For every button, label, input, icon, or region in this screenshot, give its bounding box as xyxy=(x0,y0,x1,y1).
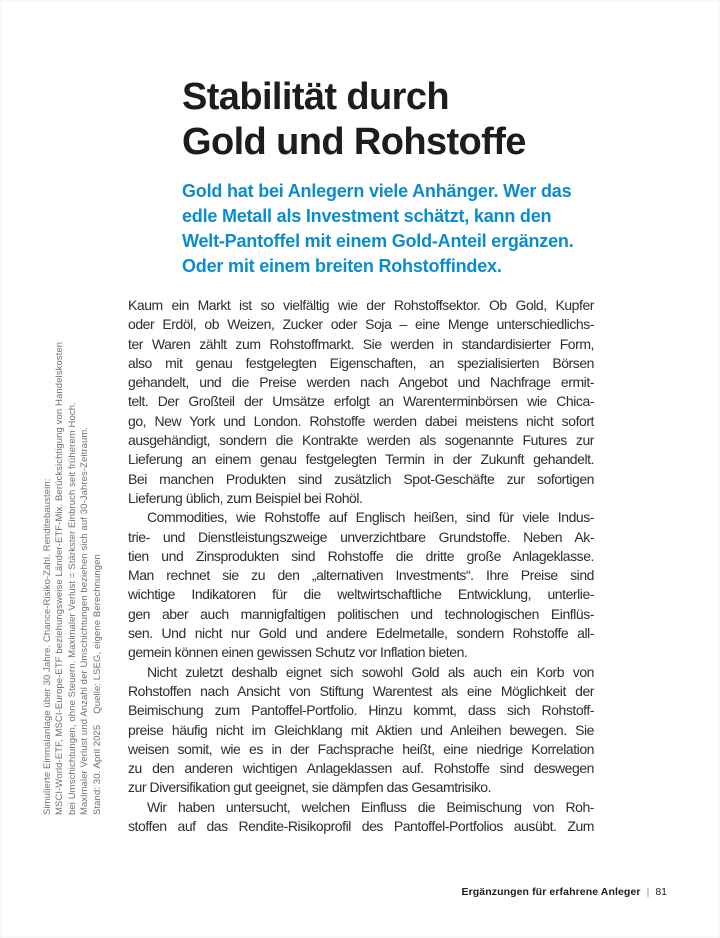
body-line: Rohstoffen nach Ansicht von Stiftung Warentest als eine Möglichkeit der xyxy=(128,682,594,699)
article-title-line: Gold und Rohstoffe xyxy=(182,121,526,163)
body-line: oder Erdöl, ob Weizen, Zucker oder Soja – eine Menge unterschiedlichs- xyxy=(128,316,594,333)
footnote-line: MSCI-World-ETF, MSCI-Europe-ETF beziehungsweise Länder-ETF-Mix. Berücksichtigung von Handelskosten xyxy=(54,341,66,815)
body-line: preise häufig nicht im Gleichklang mit Aktien und Anleihen bewegen. Sie xyxy=(128,721,594,738)
body-line: stoffen auf das Rendite-Risikoprofil des Pantoffel-Portfolios ausübt. Zum xyxy=(128,818,594,835)
body-line: Lieferung an einem genau festgelegten Termin in der Zukunft gehandelt. xyxy=(128,451,594,468)
body-line: also mit genau festgelegten Eigenschaften, an spezialisierten Börsen xyxy=(128,354,594,371)
page-footer xyxy=(461,886,667,898)
body-line: wichtige Indikatoren für die weltwirtschaftliche Entwicklung, unterlie- xyxy=(128,586,594,603)
body-line: Nicht zuletzt deshalb eignet sich sowohl Gold als auch ein Korb von xyxy=(147,663,594,680)
footnote-line: Stand: 30. April 2025 Quelle: LSEG, eigene Berechnungen xyxy=(91,554,103,815)
body-line: gehandelt, und die Preise werden nach Angebot und Nachfrage ermit- xyxy=(128,374,594,391)
body-line: tien und Zinsprodukten sind Rohstoffe die dritte große Anlageklasse. xyxy=(128,547,594,564)
footnote-line: Maximaler Verlust und Anzahl der Umschichtungen beziehen sich auf 30-Jahres-Zeitraum. xyxy=(79,426,91,815)
body-line: Commodities, wie Rohstoffe auf Englisch heißen, sind für viele Indus- xyxy=(147,509,594,526)
body-line: gemein können einen gewissen Schutz vor Inflation bieten. xyxy=(128,644,468,661)
body-line: zu den anderen wichtigen Anlageklassen auf. Rohstoffe sind deswegen xyxy=(128,760,594,777)
article-body xyxy=(128,296,594,836)
body-line: trie- und Dienstleistungszweige unverzichtbare Grundstoffe. Neben Ak- xyxy=(128,528,594,545)
article-lead-line: edle Metall als Investment schätzt, kann den xyxy=(182,206,552,226)
page-number: 81 xyxy=(655,886,667,898)
body-line: sen. Und nicht nur Gold und andere Edelmetalle, sondern Rohstoffe all- xyxy=(128,625,594,642)
body-line: Man rechnet sie zu den „alternativen Investments“. Ihre Preise sind xyxy=(128,567,594,584)
article-lead-line: Welt-Pantoffel mit einem Gold-Anteil ergänzen. xyxy=(182,231,574,251)
body-line: Kaum ein Markt ist so vielfältig wie der Rohstoffsektor. Ob Gold, Kupfer xyxy=(128,297,594,313)
footer-section-label: Ergänzungen für erfahrene Anleger xyxy=(461,886,641,898)
body-line: telt. Der Großteil der Umsätze erfolgt an Warenterminbörsen wie Chica- xyxy=(128,393,594,410)
body-line: go, New York und London. Rohstoffe werden dabei meistens nicht sofort xyxy=(128,412,594,429)
footnote-line: Simulierte Einmalanlage über 30 Jahre. Chance-Risiko-Zahl. Renditebaustein: xyxy=(42,478,53,815)
body-line: Beimischung zum Pantoffel-Portfolio. Hinzu kommt, dass sich Rohstoff- xyxy=(128,702,594,719)
body-line: Lieferung üblich, zum Beispiel bei Rohöl. xyxy=(128,489,363,506)
footnote-line: bei Umschichtungen, ohne Steuern. Maximaler Verlust = Stärkster Einbruch seit früherem Hoch. xyxy=(66,402,78,815)
body-line: ausgehändigt, sondern die Kontrakte werden als sogenannte Futures zur xyxy=(128,432,594,449)
body-line: gen aber auch mannigfaltigen politischen und technologischen Einflüs- xyxy=(128,605,594,622)
article-lead-line: Gold hat bei Anlegern viele Anhänger. Wer das xyxy=(182,181,572,201)
article-title-line: Stabilität durch xyxy=(182,76,449,118)
body-line: Bei manchen Produkten sind zusätzlich Spot-Geschäfte zur sofortigen xyxy=(128,470,594,487)
body-line: weisen somit, wie es in der Fachsprache heißt, eine niedrige Korrelation xyxy=(128,740,594,757)
body-line: Wir haben untersucht, welchen Einfluss die Beimischung von Roh- xyxy=(147,798,594,815)
article-lead xyxy=(182,179,574,279)
body-line: zur Diversifikation gut geeignet, sie dämpfen das Gesamtrisiko. xyxy=(128,779,492,796)
article-title xyxy=(182,75,526,165)
footnote-sidebar xyxy=(42,295,104,815)
article-lead-line: Oder mit einem breiten Rohstoffindex. xyxy=(182,256,502,276)
footer-separator: | xyxy=(646,886,650,898)
body-line: ter Waren zählt zum Rohstoffmarkt. Sie werden in standardisierter Form, xyxy=(128,335,594,352)
